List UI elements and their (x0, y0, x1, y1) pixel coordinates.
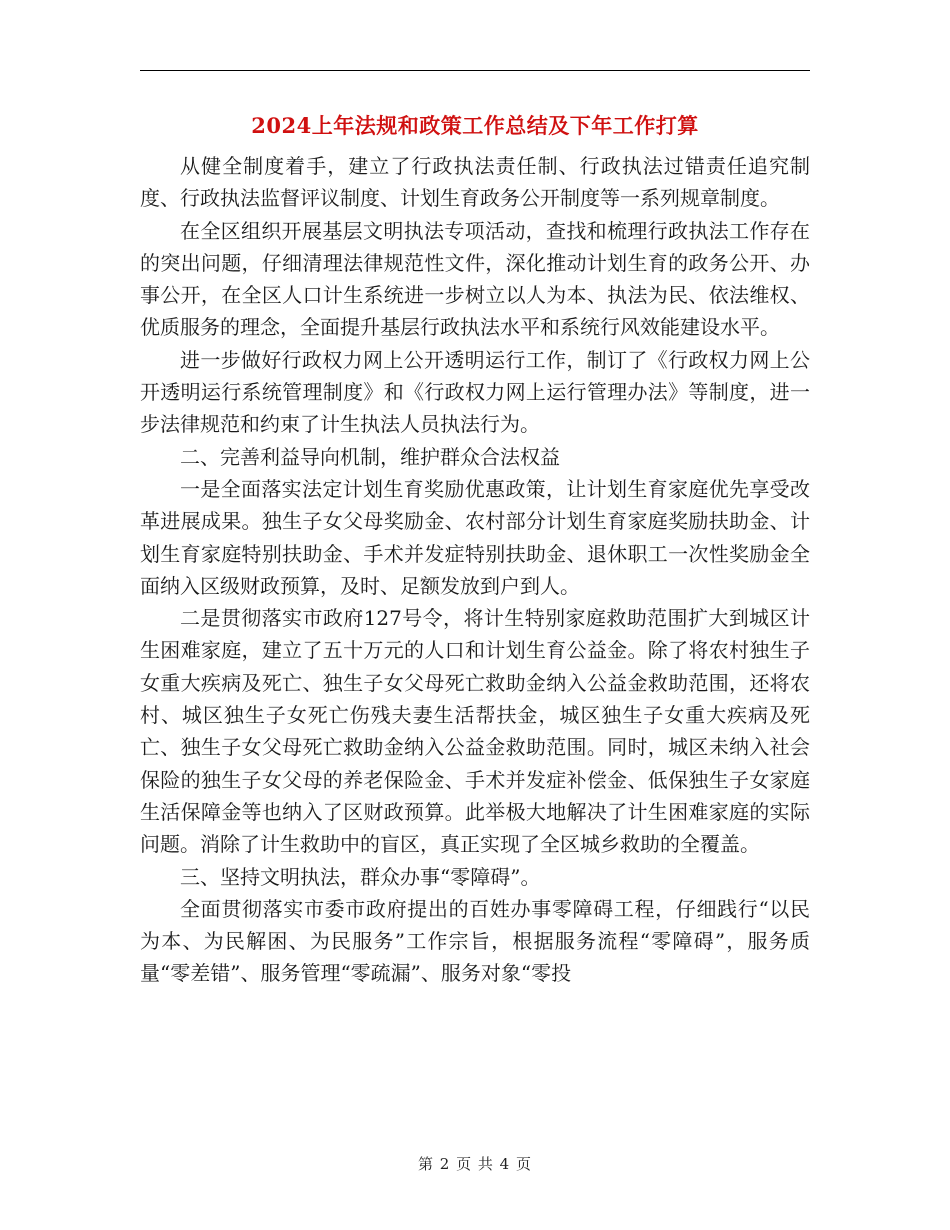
document-title: 2024上年法规和政策工作总结及下年工作打算 (251, 113, 699, 138)
document-body (140, 150, 810, 990)
paragraph: 全面贯彻落实市委市政府提出的百姓办事零障碍工程，仔细践行“以民为本、为民解困、为民服务”工作宗旨，根据服务流程“零障碍”，服务质量“零差错”、服务管理“零疏漏”、服务对象“零投 (140, 896, 810, 986)
paragraph: 在全区组织开展基层文明执法专项活动，查找和梳理行政执法工作存在的突出问题，仔细清理法律规范性文件，深化推动计划生育的政务公开、办事公开，在全区人口计生系统进一步树立以人为本、执法为民、依法维权、优质服务的理念，全面提升基层行政执法水平和系统行风效能建设水平。 (140, 218, 810, 340)
page-footer: 第 2 页 共 4 页 (418, 1155, 532, 1173)
paragraph: 从健全制度着手，建立了行政执法责任制、行政执法过错责任追究制度、行政执法监督评议制度、计划生育政务公开制度等一系列规章制度。 (140, 154, 810, 211)
section-heading: 三、坚持文明执法，群众办事“零障碍”。 (180, 864, 541, 889)
paragraph: 进一步做好行政权力网上公开透明运行工作，制订了《行政权力网上公开透明运行系统管理制度》和《行政权力网上运行管理办法》等制度，进一步法律规范和约束了计生执法人员执法行为。 (140, 347, 810, 437)
paragraph: 一是全面落实法定计划生育奖励优惠政策，让计划生育家庭优先享受改革进展成果。独生子女父母奖励金、农村部分计划生育家庭奖励扶助金、计划生育家庭特别扶助金、手术并发症特别扶助金、退休职工一次性奖励金全面纳入区级财政预算，及时、足额发放到户到人。 (140, 476, 810, 598)
header-rule (140, 70, 810, 71)
section-heading: 二、完善利益导向机制，维护群众合法权益 (180, 444, 560, 469)
paragraph: 二是贯彻落实市政府127号令，将计生特别家庭救助范围扩大到城区计生困难家庭，建立了五十万元的人口和计划生育公益金。除了将农村独生子女重大疾病及死亡、独生子女父母死亡救助金纳入公益金救助范围，还将农村、城区独生子女死亡伤残夫妻生活帮扶金，城区独生子女重大疾病及死亡、独生子女父母死亡救助金纳入公益金救助范围。同时，城区未纳入社会保险的独生子女父母的养老保险金、手术并发症补偿金、低保独生子女家庭生活保障金等也纳入了区财政预算。此举极大地解决了计生困难家庭的实际问题。消除了计生救助中的盲区，真正实现了全区城乡救助的全覆盖。 (140, 606, 810, 857)
